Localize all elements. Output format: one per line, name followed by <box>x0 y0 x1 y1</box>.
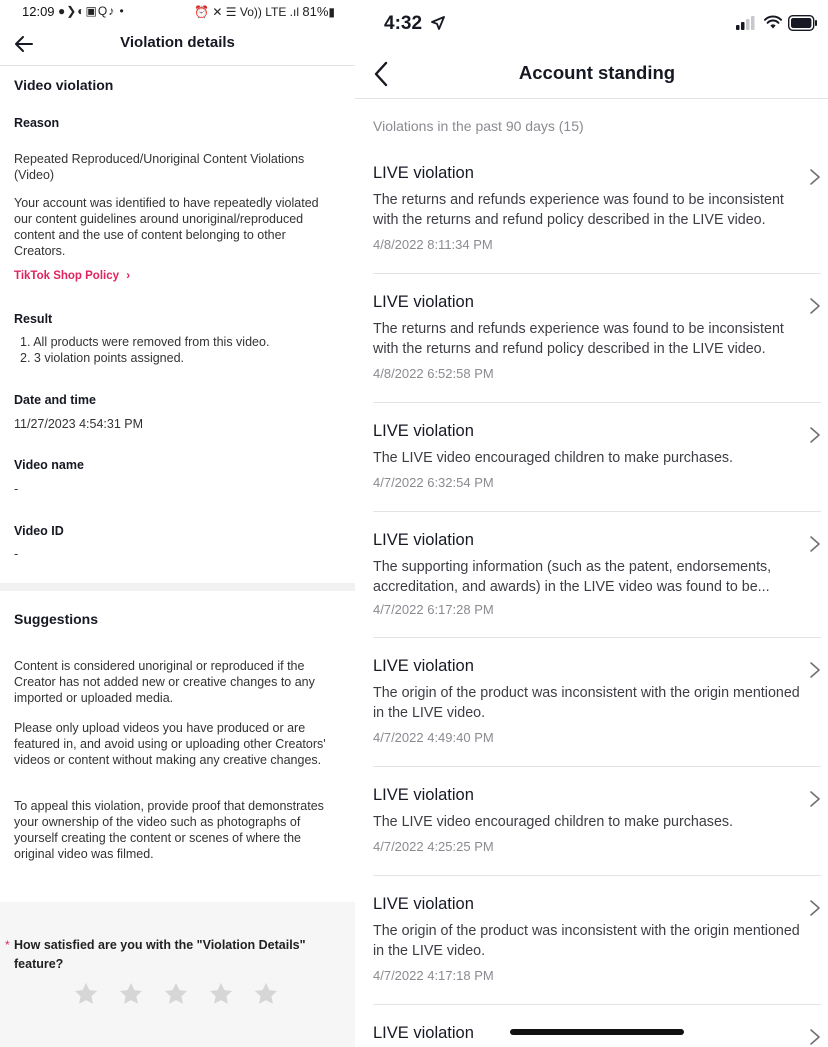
status-time-text: 4:32 <box>384 13 423 34</box>
violation-description: The returns and refunds experience was found to be inconsistent with the returns and refund policy described in the LIVE video. <box>373 321 784 357</box>
result-item: 2. 3 violation points assigned. <box>20 351 184 365</box>
violation-title: LIVE violation <box>373 895 474 913</box>
satisfaction-survey <box>0 902 355 1047</box>
violation-description: The origin of the product was inconsistent with the origin mentioned in the LIVE video. <box>373 923 800 959</box>
result-label: Result <box>14 312 53 326</box>
wifi-icon <box>764 15 782 29</box>
violation-date: 4/7/2022 4:25:25 PM <box>373 839 494 854</box>
chevron-right-icon <box>809 168 821 186</box>
violation-description: The LIVE video encouraged children to make purchases. <box>373 450 734 466</box>
status-time: 12:09 <box>22 4 55 19</box>
video-id-value: - <box>14 547 19 561</box>
violation-title: LIVE violation <box>373 293 474 311</box>
location-arrow-icon <box>431 16 445 30</box>
status-time <box>384 13 445 35</box>
battery-level: 81% <box>302 4 329 19</box>
reason-title: Repeated Reproduced/Unoriginal Content Violations (Video) <box>14 152 305 182</box>
date-time-label: Date and time <box>14 393 96 407</box>
violation-date: 4/7/2022 6:17:28 PM <box>373 602 494 617</box>
violation-title: LIVE violation <box>373 164 474 182</box>
chevron-right-icon <box>809 899 821 917</box>
page-title: Account standing <box>518 62 676 83</box>
violation-title: LIVE violation <box>373 531 474 549</box>
violation-list-item[interactable] <box>373 895 821 1005</box>
star-icon[interactable] <box>162 980 190 1008</box>
survey-question: How satisfied are you with the "Violation Details" feature? <box>14 938 306 971</box>
violation-list-item[interactable] <box>373 1024 821 1047</box>
star-icon[interactable] <box>252 980 280 1008</box>
required-mark: * <box>5 938 10 952</box>
video-name-value: - <box>14 482 19 496</box>
violation-date: 4/8/2022 8:11:34 PM <box>373 237 493 252</box>
battery-icon <box>788 15 818 31</box>
notification-icons: ●❯◐▣Q♪ • <box>58 4 125 18</box>
section-divider <box>0 583 355 591</box>
home-indicator[interactable] <box>510 1029 684 1035</box>
ios-status-bar <box>355 0 828 50</box>
violation-description: The origin of the product was inconsistent with the origin mentioned in the LIVE video. <box>373 685 800 721</box>
battery-icon: ▮ <box>328 5 335 19</box>
system-icons: ⏰ ✕ ☰ Vo)) LTE .ıl <box>194 5 300 19</box>
suggestion-paragraph: Content is considered unoriginal or reproduced if the Creator has not added new or creative changes to any imported or uploaded media. <box>14 659 315 705</box>
reason-label: Reason <box>14 116 60 130</box>
violation-title: LIVE violation <box>373 422 474 440</box>
violation-description: The returns and refunds experience was found to be inconsistent with the returns and refund policy described in the LIVE video. <box>373 192 784 228</box>
result-item: 1. All products were removed from this video. <box>20 335 270 349</box>
chevron-right-icon <box>809 297 821 315</box>
violation-title: LIVE violation <box>373 1024 474 1042</box>
violation-date: 4/7/2022 4:49:40 PM <box>373 730 494 745</box>
violation-date: 4/7/2022 6:32:54 PM <box>373 475 494 490</box>
video-name-label: Video name <box>14 458 84 472</box>
violation-list-item[interactable] <box>373 657 821 767</box>
chevron-right-icon: › <box>126 270 131 282</box>
violation-description: The supporting information (such as the patent, endorsements, accreditation, and awards) in the LIVE video was found to be... <box>373 559 772 595</box>
video-violation-heading: Video violation <box>14 77 114 93</box>
violation-list-item[interactable] <box>373 786 821 876</box>
violations-summary: Violations in the past 90 days (15) <box>373 118 584 134</box>
android-status-bar <box>0 0 355 24</box>
date-time-value: 11/27/2023 4:54:31 PM <box>14 417 144 431</box>
violation-title: LIVE violation <box>373 786 474 804</box>
chevron-right-icon <box>809 535 821 553</box>
account-standing-screen <box>355 0 828 1047</box>
policy-link-label: TikTok Shop Policy <box>14 270 120 282</box>
star-icon[interactable] <box>117 980 145 1008</box>
star-icon[interactable] <box>72 980 100 1008</box>
violation-title: LIVE violation <box>373 657 474 675</box>
chevron-right-icon <box>809 426 821 444</box>
star-rating <box>72 980 280 1008</box>
violation-list-item[interactable] <box>373 422 821 512</box>
violation-details-screen <box>0 0 355 1047</box>
chevron-right-icon <box>809 790 821 808</box>
account-standing-header <box>355 50 828 99</box>
violation-date: 4/7/2022 4:17:18 PM <box>373 968 494 983</box>
reason-body: Your account was identified to have repeatedly violated our content guidelines around unoriginal/reproduced content and the use of content belonging to other Creators. <box>14 196 319 258</box>
video-id-label: Video ID <box>14 524 64 538</box>
violation-date: 4/8/2022 6:52:58 PM <box>373 366 494 381</box>
violation-description: The LIVE video encouraged children to make purchases. <box>373 814 734 830</box>
suggestion-paragraph: Please only upload videos you have produced or are featured in, and avoid using or uploading other Creators' videos or content without making any creative changes. <box>14 721 326 767</box>
violation-list-item[interactable] <box>373 531 821 638</box>
suggestion-paragraph: To appeal this violation, provide proof that demonstrates your ownership of the video such as photographs of yourself creating the content or scenes of where the original video was filmed. <box>14 799 324 861</box>
tiktok-shop-policy-link[interactable] <box>14 270 130 282</box>
system-status-icons <box>194 4 335 19</box>
chevron-right-icon <box>809 661 821 679</box>
violation-list-item[interactable] <box>373 164 821 274</box>
suggestions-heading: Suggestions <box>14 611 99 627</box>
cellular-signal-icon <box>736 16 756 30</box>
violation-list-item[interactable] <box>373 293 821 403</box>
star-icon[interactable] <box>207 980 235 1008</box>
page-title: Violation details <box>120 34 235 51</box>
details-header <box>0 24 355 66</box>
chevron-right-icon <box>809 1028 821 1046</box>
